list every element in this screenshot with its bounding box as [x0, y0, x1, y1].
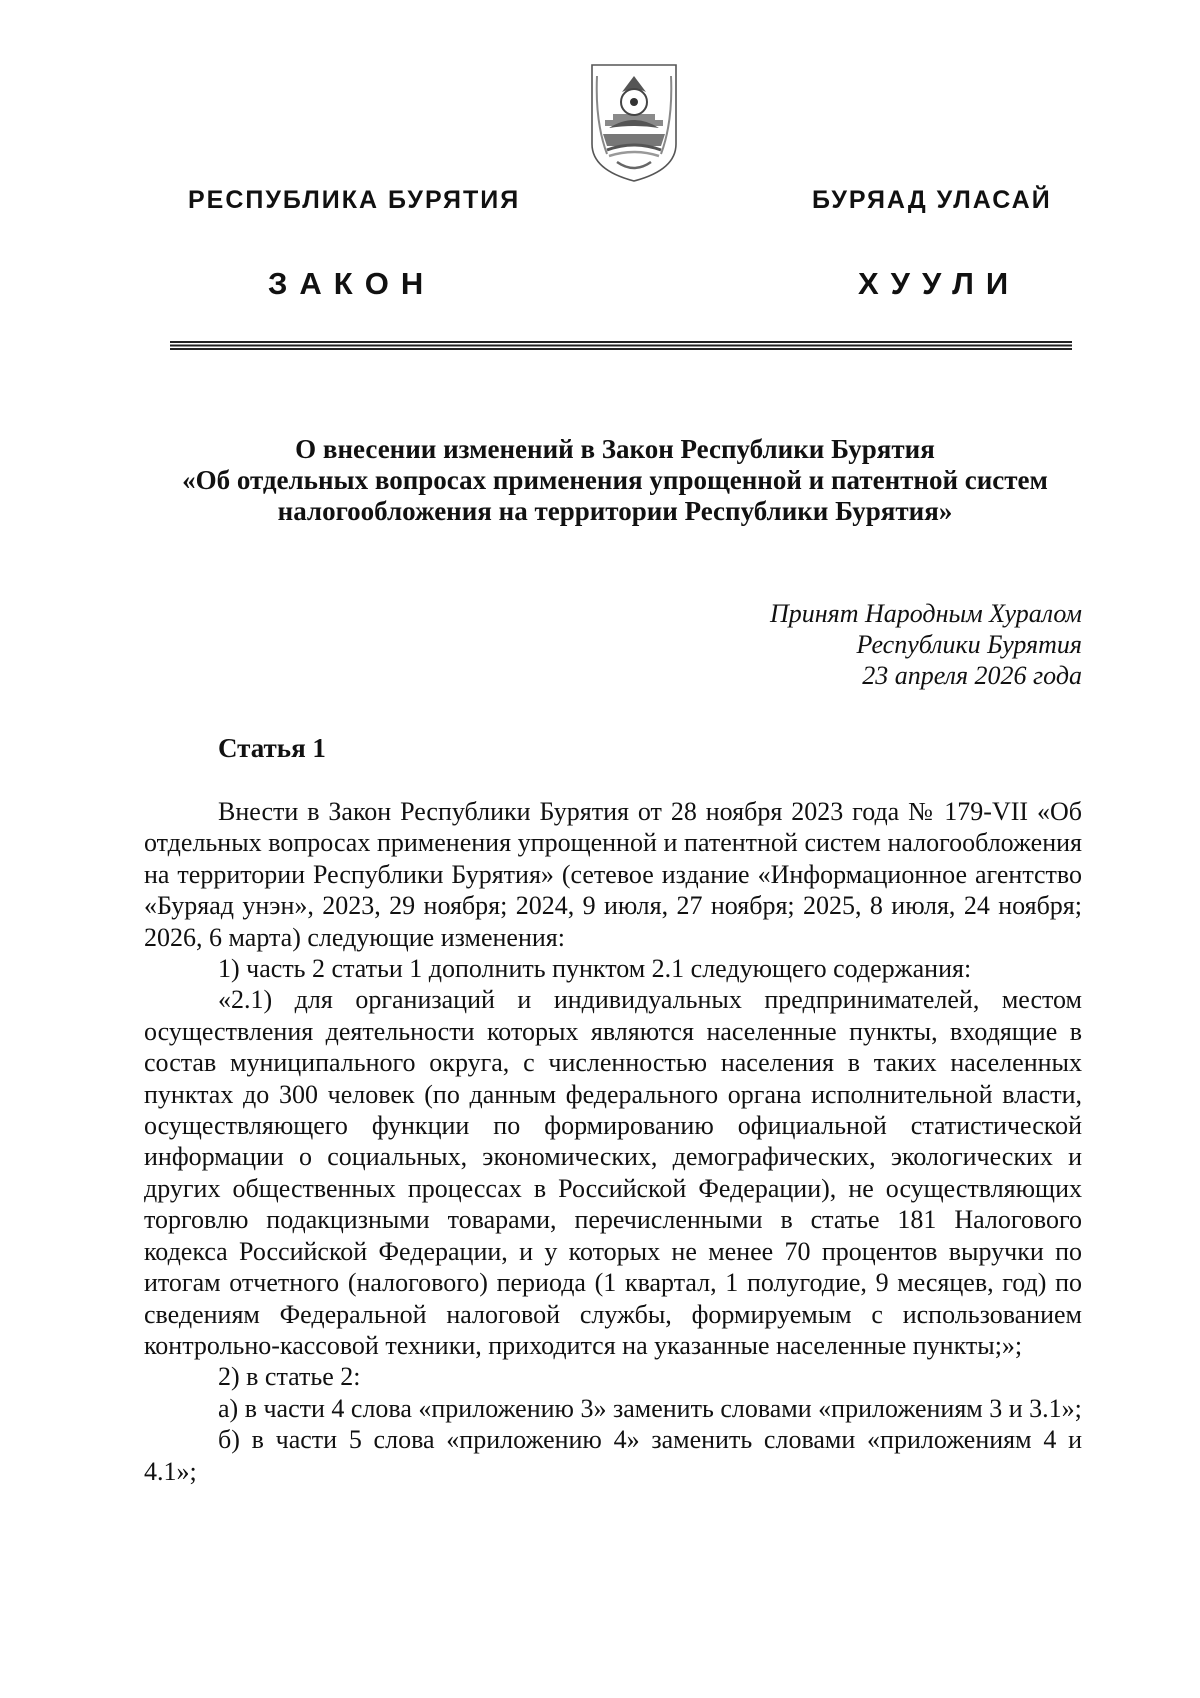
paragraph: 1) часть 2 статьи 1 дополнить пунктом 2.1 следующего содержания:	[218, 954, 972, 984]
adoption-line-1: Принят Народным Хуралом	[769, 599, 1082, 628]
paragraph: Внести в Закон Республики Бурятия от 28 ноября 2023 года № 179-VII «Об отдельных вопросах применения упрощенной и патентной систем налогообложения на территории Республики Бурятия» (сетевое издание «Информационное агентство «Буряад унэн», 2023, 29 ноября; 2024, 9 июля, 27 ноября; 2025, 8 июля, 24 ноября; 2026, 6 марта) следующие изменения:	[144, 797, 1082, 952]
paragraph: 2) в статье 2:	[218, 1362, 361, 1392]
title-line-1: О внесении изменений в Закон Республики Бурятия	[295, 434, 935, 464]
title-line-3: налогообложения на территории Республики Бурятия»	[277, 496, 953, 526]
article-body	[144, 796, 1082, 1487]
article-heading: Статья 1	[218, 733, 326, 763]
law-title	[140, 434, 1090, 527]
adoption-note	[770, 598, 1082, 691]
republic-name-ru: РЕСПУБЛИКА БУРЯТИЯ	[188, 186, 521, 214]
paragraph: а) в части 4 слова «приложению 3» заменить словами «приложениям 3 и 3.1»;	[218, 1393, 1082, 1423]
adoption-date: 23 апреля 2026 года	[862, 661, 1082, 690]
law-label-bu: ХУУЛИ	[858, 266, 1021, 301]
title-line-2: «Об отдельных вопросах применения упрощенной и патентной систем	[182, 465, 1048, 495]
header-divider	[170, 341, 1072, 350]
paragraph: «2.1) для организаций и индивидуальных предпринимателей, местом осуществления деятельности которых являются населенные пункты, входящие в состав муниципального округа, с численностью населения в таких населенных пунктах до 300 человек (по данным федерального органа исполнительной власти, осуществляющего функции по формированию официальной статистической информации о социальных, экономических, демографических, экологических и других общественных процессах в Российской Федерации), не осуществляющих торговлю подакцизными товарами, перечисленными в статье 181 Налогового кодекса Российской Федерации, и у которых не менее 70 процентов выручки по итогам отчетного (налогового) периода (1 квартал, 1 полугодие, 9 месяцев, год) по сведениям Федеральной налоговой службы, формируемым с использованием контрольно-кассовой техники, приходится на указанные населенные пункты;»;	[144, 985, 1082, 1360]
coat-of-arms-icon	[589, 62, 679, 184]
paragraph: б) в части 5 слова «приложению 4» заменить словами «приложениям 4 и 4.1»;	[144, 1425, 1082, 1486]
law-label-ru: ЗАКОН	[268, 266, 436, 301]
republic-name-bu: БУРЯАД УЛАСАЙ	[812, 186, 1052, 214]
adoption-line-2: Республики Бурятия	[856, 630, 1082, 659]
